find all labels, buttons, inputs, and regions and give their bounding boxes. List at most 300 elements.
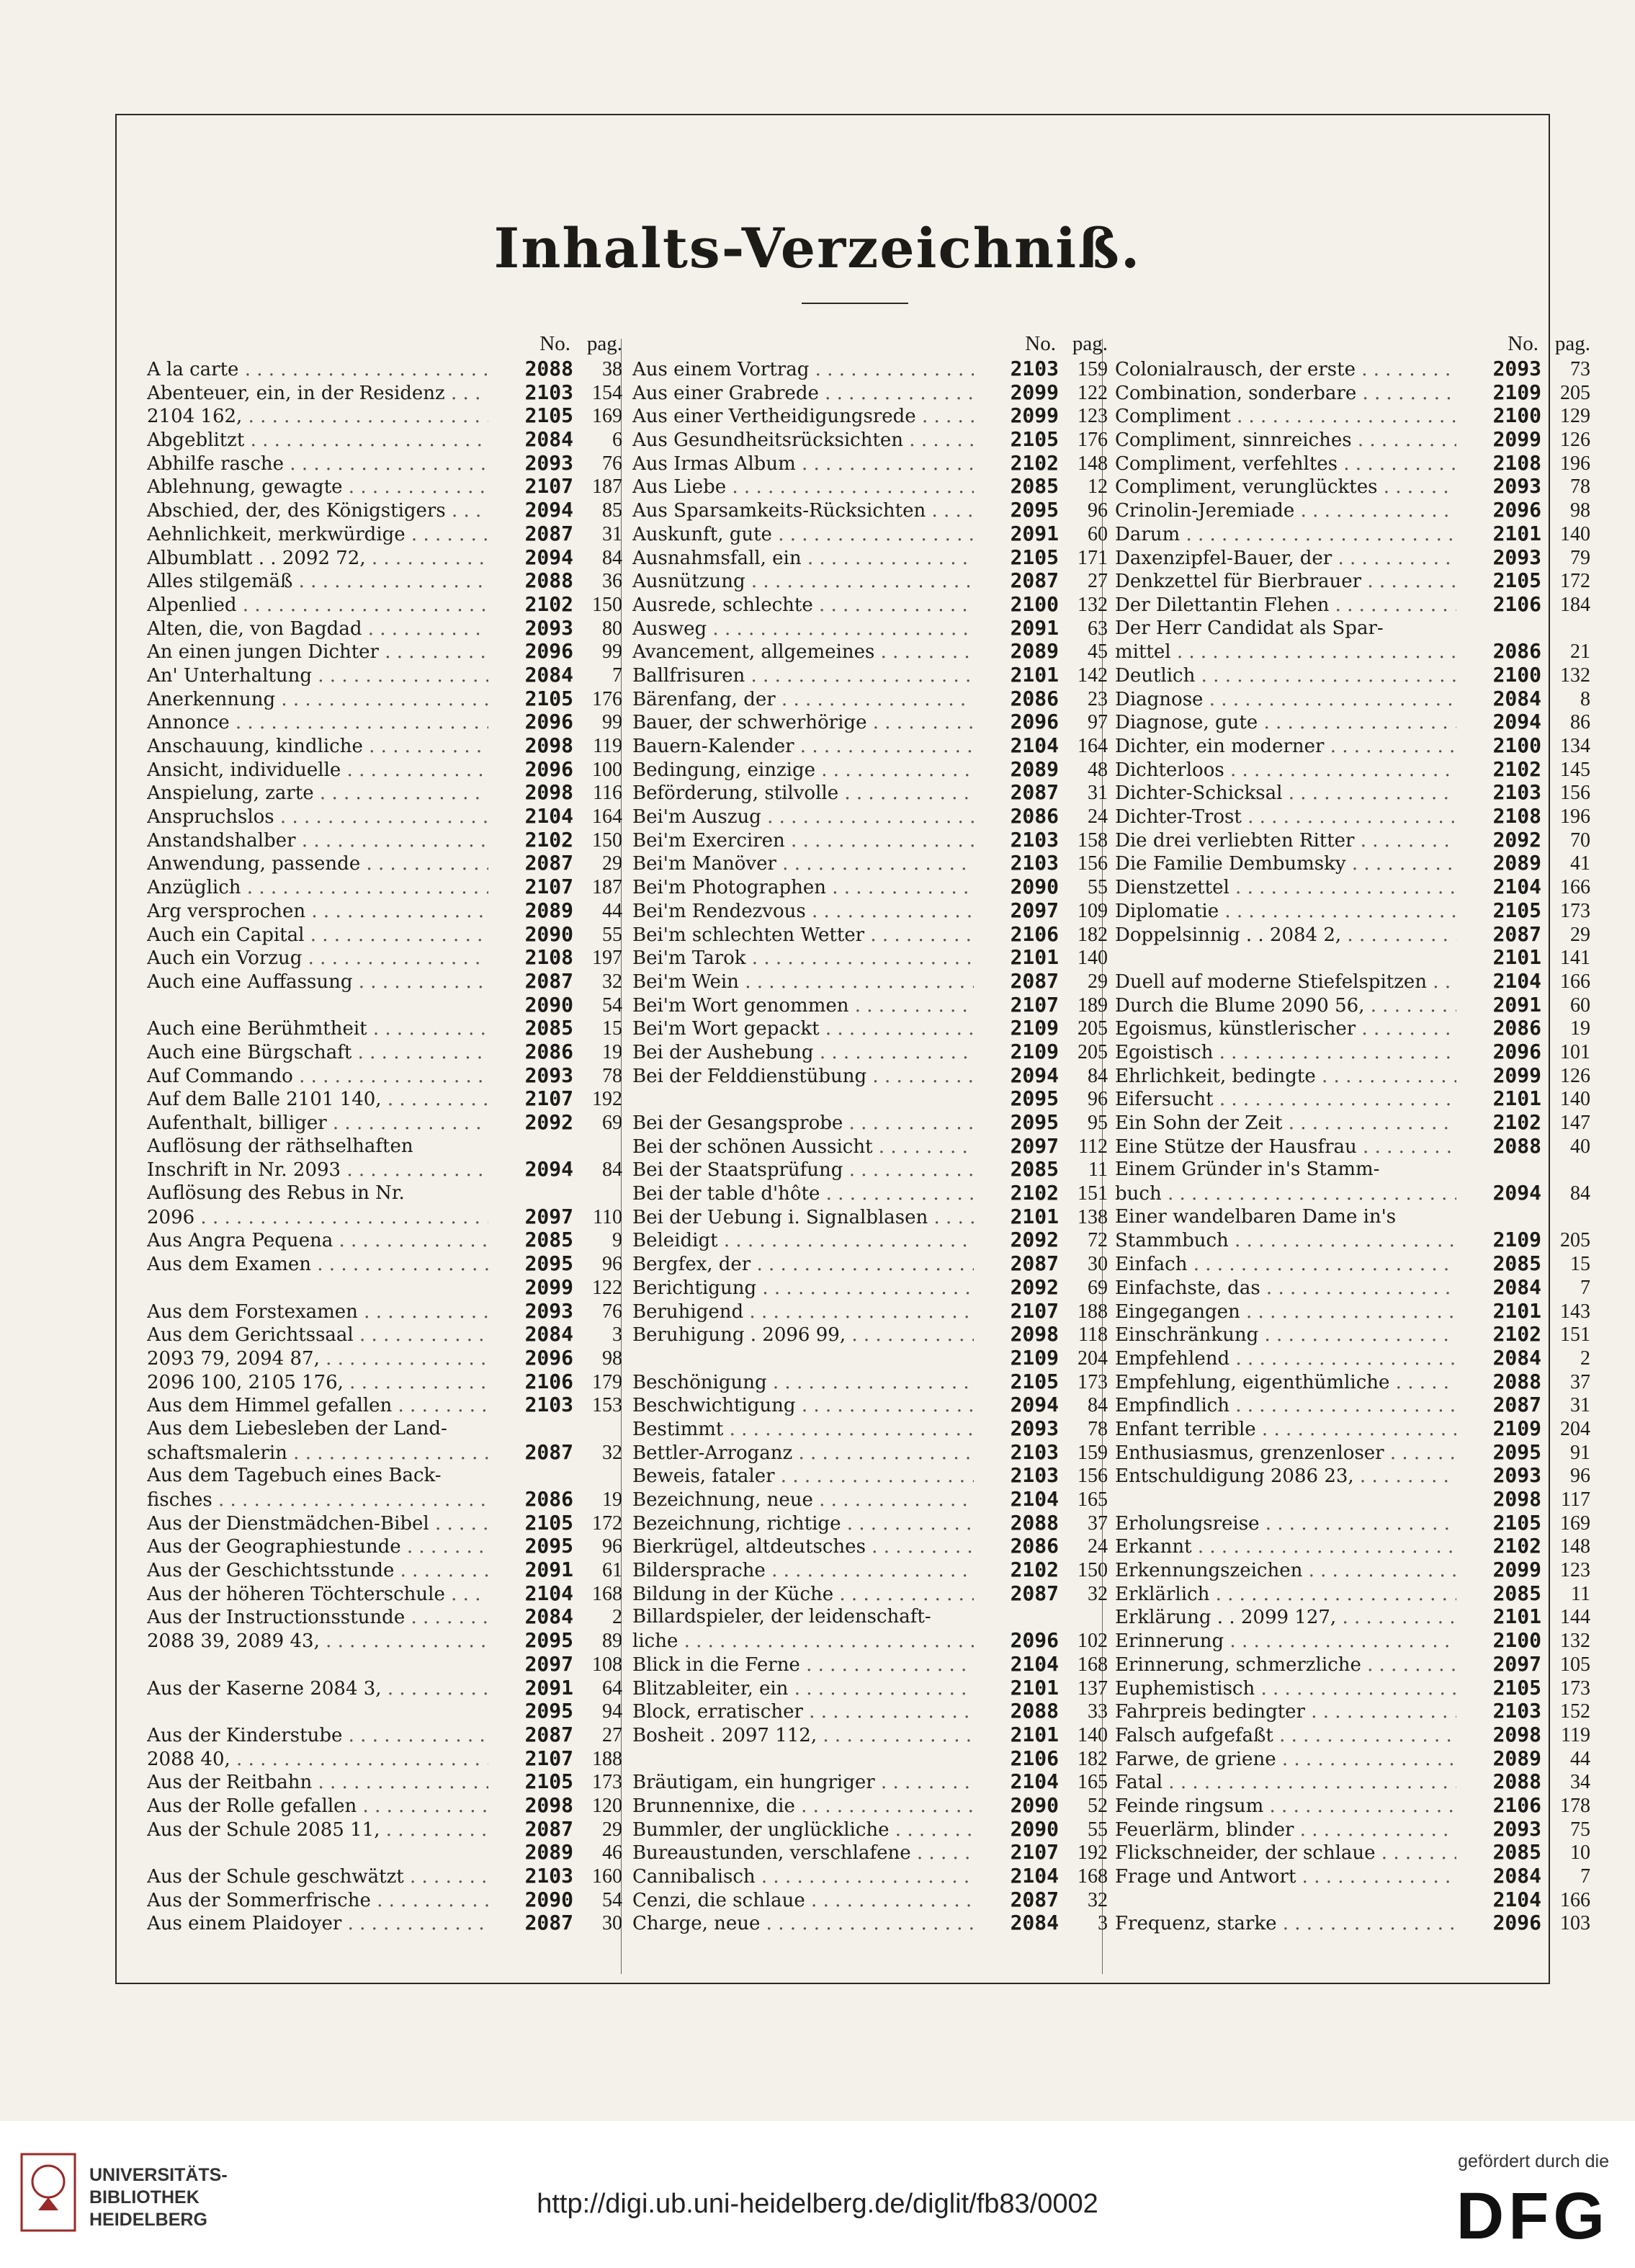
dfg-logo: DFG: [1456, 2179, 1609, 2253]
entry-page-number: 120: [592, 1794, 622, 1817]
index-entry: [632, 1488, 1108, 1512]
entry-issue-number: 2095: [1010, 498, 1059, 522]
index-entry: [1115, 1794, 1590, 1818]
entry-page-number: 64: [602, 1677, 622, 1700]
entry-issue-number: 2095: [524, 1251, 573, 1276]
title-divider: [802, 303, 908, 304]
entry-page-number: 27: [1088, 570, 1108, 593]
index-rows: [1115, 357, 1590, 1935]
entry-issue-number: 2097: [1010, 1133, 1059, 1158]
entry-title: 2088 39, 2089 43, . . .: [147, 1630, 488, 1653]
index-entry: [632, 452, 1108, 476]
index-entry: [1115, 994, 1590, 1017]
entry-title: Beförderung, stilvolle . . .: [632, 782, 974, 805]
entry-issue-number: 2091: [524, 1558, 573, 1582]
entry-issue-number: 2096: [524, 710, 573, 734]
entry-page-number: 164: [1078, 735, 1108, 757]
entry-page-number: 84: [1570, 1182, 1590, 1205]
entry-page-number: 140: [1078, 1723, 1108, 1746]
entry-page-number: 204: [1560, 1417, 1590, 1440]
index-entry: [147, 1017, 622, 1040]
entry-issue-number: 2104: [1492, 968, 1541, 993]
entry-issue-number: 2084: [1010, 1911, 1059, 1935]
index-entry: [147, 1300, 622, 1323]
entry-title: Alten, die, von Bagdad . . .: [147, 617, 488, 641]
entry-issue-number: 2088: [1492, 1769, 1541, 1794]
index-entry: [1115, 1841, 1590, 1865]
index-entry: [632, 1865, 1108, 1888]
entry-title: Aus einer Grabrede . . .: [632, 382, 974, 406]
entry-issue-number: 2095: [1010, 1110, 1059, 1134]
index-entry: [147, 1841, 622, 1865]
entry-issue-number: 2099: [1492, 1558, 1541, 1582]
index-entry: [1115, 1605, 1590, 1629]
index-entry: [632, 1040, 1108, 1064]
entry-issue-number: 2088: [1010, 1699, 1059, 1723]
index-entry: [147, 1205, 622, 1229]
entry-title: An' Unterhaltung . . .: [147, 664, 488, 688]
funding-caption: gefördert durch die: [1458, 2151, 1609, 2171]
entry-page-number: 78: [602, 1064, 622, 1087]
entry-title: Compliment, verfehltes . . .: [1115, 452, 1456, 476]
entry-issue-number: 2099: [1010, 380, 1059, 404]
entry-title: schaftsmalerin . . .: [147, 1442, 488, 1465]
entry-issue-number: 2103: [1010, 851, 1059, 875]
entry-page-number: 32: [1088, 1582, 1108, 1605]
entry-title: Bei'm Rendezvous . . .: [632, 900, 974, 924]
entry-page-number: 84: [602, 1158, 622, 1182]
entry-title: Aus Sparsamkeits-Rücksichten . . .: [632, 499, 974, 523]
entry-title: Aus der Geschichtsstunde . . .: [147, 1559, 488, 1583]
index-entry: [632, 1700, 1108, 1723]
index-entry: [632, 829, 1108, 852]
entry-issue-number: 2101: [1492, 521, 1541, 545]
entry-issue-number: 2093: [1492, 1816, 1541, 1841]
index-entry: [1115, 1276, 1590, 1300]
entry-page-number: 205: [1078, 1017, 1108, 1040]
entry-page-number: 126: [1560, 1064, 1590, 1087]
entry-title: Aus dem Himmel gefallen . . .: [147, 1394, 488, 1418]
entry-issue-number: 2087: [1010, 1581, 1059, 1605]
index-entry: [632, 781, 1108, 805]
index-entry: [632, 1841, 1108, 1865]
index-entry: [632, 1818, 1108, 1841]
entry-title: Aus Irmas Album . . .: [632, 452, 974, 476]
entry-issue-number: 2103: [1010, 1463, 1059, 1488]
index-entry: [147, 1747, 622, 1771]
entry-title: Compliment, sinnreiches . . .: [1115, 429, 1456, 452]
entry-page-number: 150: [1078, 1559, 1108, 1582]
index-entry: [147, 475, 622, 499]
index-entry: [1115, 1488, 1590, 1512]
entry-title: Aus dem Gerichtssaal . . .: [147, 1323, 488, 1347]
entry-page-number: 15: [1570, 1253, 1590, 1276]
index-entry: [632, 1158, 1108, 1182]
index-entry: [147, 1182, 622, 1205]
index-entry: [632, 381, 1108, 405]
entry-issue-number: 2107: [524, 474, 573, 499]
entry-title: Compliment, verunglücktes . . .: [1115, 476, 1456, 499]
entry-title: Deutlich . . .: [1115, 664, 1456, 688]
entry-page-number: 85: [602, 499, 622, 522]
entry-issue-number: 2103: [1010, 827, 1059, 852]
entry-issue-number: 2101: [1010, 1204, 1059, 1228]
entry-page-number: 96: [1088, 1088, 1108, 1111]
index-entry: [1115, 1582, 1590, 1606]
index-entry: [1115, 875, 1590, 899]
entry-issue-number: 2086: [1492, 1016, 1541, 1040]
entry-title: Ausnützung . . .: [632, 570, 974, 594]
entry-issue-number: 2104: [524, 804, 573, 829]
entry-page-number: 151: [1560, 1323, 1590, 1347]
entry-issue-number: 2094: [524, 1157, 573, 1182]
index-entry: [632, 1276, 1108, 1300]
entry-page-number: 122: [1078, 381, 1108, 404]
index-entry: [632, 475, 1108, 499]
entry-page-number: 94: [602, 1700, 622, 1723]
entry-issue-number: 2087: [1010, 968, 1059, 993]
index-entry: [1115, 805, 1590, 829]
entry-title: Anzüglich . . .: [147, 876, 488, 900]
entry-title: Bei der Gesangsprobe . . .: [632, 1112, 974, 1135]
entry-issue-number: 2098: [524, 733, 573, 757]
entry-title: Frequenz, starke . . .: [1115, 1912, 1456, 1936]
index-entry: [1115, 617, 1590, 640]
entry-issue-number: 2089: [524, 1840, 573, 1865]
entry-issue-number: 2086: [1010, 804, 1059, 829]
index-entry: [1115, 1677, 1590, 1700]
entry-issue-number: 2094: [1492, 710, 1541, 734]
index-entry: [147, 357, 622, 381]
index-entry: [1115, 1417, 1590, 1441]
entry-page-number: 31: [1088, 782, 1108, 805]
entry-title: Aus der Rolle gefallen . . .: [147, 1795, 488, 1818]
entry-page-number: 154: [592, 381, 622, 404]
index-entry: [1115, 1441, 1590, 1465]
index-entry: [632, 1794, 1108, 1818]
entry-page-number: 132: [1560, 1630, 1590, 1653]
entry-issue-number: 2095: [524, 1628, 573, 1653]
entry-issue-number: 2109: [1010, 1345, 1059, 1370]
entry-page-number: 44: [1570, 1747, 1590, 1770]
entry-title: Einfach . . .: [1115, 1253, 1456, 1277]
entry-title: Anspruchslos . . .: [147, 805, 488, 829]
entry-issue-number: 2098: [524, 1792, 573, 1817]
entry-title: Ein Sohn der Zeit . . .: [1115, 1112, 1456, 1135]
index-entry: [632, 1323, 1108, 1347]
entry-page-number: 99: [602, 711, 622, 734]
entry-title: Frage und Antwort . . .: [1115, 1865, 1456, 1889]
entry-title: Eingegangen . . .: [1115, 1300, 1456, 1324]
entry-title: Auch ein Vorzug . . .: [147, 947, 488, 970]
entry-title: Stammbuch . . .: [1115, 1229, 1456, 1253]
entry-page-number: 141: [1560, 947, 1590, 970]
entry-issue-number: 2091: [1010, 521, 1059, 545]
entry-title: Avancement, allgemeines . . .: [632, 640, 974, 664]
index-entry: [147, 1558, 622, 1582]
index-entry: [632, 1300, 1108, 1323]
entry-title: Billardspieler, der leidenschaft-: [632, 1606, 931, 1628]
entry-title: Einer wandelbaren Dame in's: [1115, 1205, 1397, 1228]
entry-page-number: 171: [1078, 546, 1108, 569]
entry-title: Crinolin-Jeremiade . . .: [1115, 499, 1456, 523]
entry-issue-number: 2093: [1010, 1416, 1059, 1440]
entry-issue-number: 2094: [524, 545, 573, 569]
entry-page-number: 89: [602, 1630, 622, 1653]
entry-page-number: 188: [1078, 1300, 1108, 1323]
entry-title: Combination, sonderbare . . .: [1115, 382, 1456, 406]
entry-page-number: 29: [602, 852, 622, 875]
index-entry: [632, 1653, 1108, 1677]
entry-page-number: 48: [1088, 758, 1108, 781]
entry-page-number: 140: [1078, 947, 1108, 970]
entry-title: An einen jungen Dichter . . .: [147, 640, 488, 664]
entry-issue-number: 2087: [1492, 1393, 1541, 1417]
entry-page-number: 137: [1078, 1677, 1108, 1700]
index-entry: [1115, 452, 1590, 476]
entry-page-number: 45: [1088, 640, 1108, 664]
entry-title: Beschwichtigung . . .: [632, 1394, 974, 1418]
index-entry: [147, 1653, 622, 1677]
entry-title: liche . . .: [632, 1630, 974, 1653]
entry-issue-number: 2094: [524, 498, 573, 522]
entry-page-number: 152: [1560, 1700, 1590, 1723]
entry-page-number: 23: [1088, 687, 1108, 710]
entry-title: Beruhigend . . .: [632, 1300, 974, 1324]
footer-bar: [0, 2121, 1635, 2268]
entry-title: Aus der Dienstmädchen-Bibel . . .: [147, 1512, 488, 1536]
index-entry: [632, 946, 1108, 970]
index-entry: [1115, 664, 1590, 687]
entry-issue-number: 2094: [1492, 1181, 1541, 1205]
entry-page-number: 105: [1560, 1653, 1590, 1676]
index-entry: [1115, 428, 1590, 452]
entry-page-number: 6: [612, 429, 622, 452]
entry-title: Anerkennung . . .: [147, 688, 488, 712]
entry-issue-number: 2086: [1492, 639, 1541, 664]
entry-title: Bestimmt . . .: [632, 1418, 974, 1442]
entry-page-number: 169: [592, 405, 622, 428]
entry-issue-number: 2105: [1492, 1510, 1541, 1535]
entry-issue-number: 2098: [1492, 1722, 1541, 1746]
index-entry: [1115, 499, 1590, 522]
index-entry: [1115, 1911, 1590, 1935]
entry-page-number: 108: [592, 1653, 622, 1676]
entry-title: Aus der Kinderstube . . .: [147, 1724, 488, 1748]
entry-page-number: 30: [1088, 1253, 1108, 1276]
index-entry: [632, 1393, 1108, 1417]
entry-page-number: 98: [1570, 499, 1590, 522]
entry-title: Ehrlichkeit, bedingte . . .: [1115, 1065, 1456, 1089]
entry-page-number: 173: [1560, 899, 1590, 922]
entry-issue-number: 2104: [1010, 1487, 1059, 1511]
entry-page-number: 15: [602, 1017, 622, 1040]
entry-page-number: 165: [1078, 1488, 1108, 1511]
entry-title: Ausnahmsfall, ein . . .: [632, 547, 974, 571]
entry-page-number: 119: [593, 735, 622, 757]
index-entry: [1115, 1888, 1590, 1912]
entry-title: Auch eine Bürgschaft . . .: [147, 1041, 488, 1065]
entry-title: Beruhigung . 2096 99, . . .: [632, 1323, 974, 1347]
index-entry: [147, 805, 622, 829]
entry-title: Bedingung, einzige . . .: [632, 759, 974, 782]
index-entry: [1115, 1535, 1590, 1558]
index-entry: [147, 546, 622, 570]
entry-title: Colonialrausch, der erste . . .: [1115, 358, 1456, 382]
entry-issue-number: 2097: [1492, 1651, 1541, 1676]
entry-page-number: 31: [602, 522, 622, 545]
entry-issue-number: 2100: [1492, 403, 1541, 428]
entry-title: Aus der Instructionsstunde . . .: [147, 1606, 488, 1630]
entry-page-number: 95: [1088, 1112, 1108, 1134]
entry-page-number: 166: [1560, 970, 1590, 993]
entry-issue-number: 2085: [1010, 474, 1059, 499]
index-entry: [1115, 1629, 1590, 1653]
entry-title: Der Dilettantin Flehen . . .: [1115, 594, 1456, 617]
entry-title: Berichtigung . . .: [632, 1277, 974, 1300]
index-rows: [632, 357, 1108, 1935]
entry-issue-number: 2096: [524, 756, 573, 781]
index-column-2: [632, 330, 1108, 1980]
entry-title: Darum . . .: [1115, 523, 1456, 547]
entry-issue-number: 2096: [524, 639, 573, 664]
entry-page-number: 140: [1560, 522, 1590, 545]
entry-page-number: 182: [1078, 1747, 1108, 1770]
entry-title: Einschränkung . . .: [1115, 1323, 1456, 1347]
entry-title: Beweis, fataler . . .: [632, 1465, 974, 1488]
index-entry: [147, 710, 622, 734]
entry-page-number: 29: [1570, 923, 1590, 946]
index-entry: [147, 734, 622, 758]
entry-page-number: 75: [1570, 1818, 1590, 1841]
index-entry: [1115, 923, 1590, 947]
entry-title: Aus einem Plaidoyer . . .: [147, 1912, 488, 1936]
entry-issue-number: 2103: [1010, 1439, 1059, 1464]
index-entry: [1115, 546, 1590, 570]
entry-page-number: 173: [592, 1771, 622, 1794]
entry-page-number: 179: [592, 1370, 622, 1393]
entry-title: Aus einer Vertheidigungsrede . . .: [632, 405, 974, 429]
entry-title: Bei'm Photographen . . .: [632, 876, 974, 900]
entry-page-number: 189: [1078, 994, 1108, 1017]
entry-page-number: 80: [602, 617, 622, 640]
index-entry: [147, 1370, 622, 1394]
entry-page-number: 176: [1078, 429, 1108, 452]
index-entry: [1115, 1064, 1590, 1088]
entry-page-number: 205: [1560, 1229, 1590, 1252]
entry-issue-number: 2102: [1010, 1181, 1059, 1205]
entry-title: Bummler, der unglückliche . . .: [632, 1818, 974, 1842]
entry-page-number: 76: [602, 452, 622, 475]
entry-title: Bildersprache . . .: [632, 1559, 974, 1583]
entry-title: Feuerlärm, blinder . . .: [1115, 1818, 1456, 1842]
index-entry: [632, 1723, 1108, 1747]
entry-title: 2104 162, . . .: [147, 405, 488, 429]
entry-issue-number: 2096: [1492, 1911, 1541, 1935]
index-entry: [632, 1605, 1108, 1629]
entry-issue-number: 2103: [524, 1393, 573, 1417]
entry-issue-number: 2091: [1492, 992, 1541, 1017]
entry-issue-number: 2092: [524, 1110, 573, 1134]
entry-title: Dichter-Trost . . .: [1115, 805, 1456, 829]
entry-title: Charge, neue . . .: [632, 1912, 974, 1936]
entry-issue-number: 2103: [1010, 357, 1059, 380]
index-entry: [147, 1700, 622, 1723]
entry-page-number: 55: [1088, 876, 1108, 899]
entry-page-number: 116: [593, 782, 622, 805]
index-entry: [147, 1064, 622, 1088]
index-entry: [147, 428, 622, 452]
header-pag: pag.: [586, 332, 622, 355]
entry-issue-number: 2098: [1010, 1322, 1059, 1347]
entry-issue-number: 2105: [524, 403, 573, 428]
entry-page-number: 30: [602, 1912, 622, 1935]
entry-title: Die Familie Dembumsky . . .: [1115, 852, 1456, 876]
entry-page-number: 132: [1560, 664, 1590, 687]
entry-page-number: 96: [602, 1535, 622, 1558]
entry-page-number: 168: [592, 1582, 622, 1605]
entry-page-number: 91: [1570, 1441, 1590, 1464]
entry-page-number: 156: [1560, 782, 1590, 805]
index-entry: [1115, 1370, 1590, 1394]
entry-issue-number: 2101: [1492, 1298, 1541, 1323]
index-entry: [147, 1794, 622, 1818]
entry-issue-number: 2084: [1492, 1274, 1541, 1299]
entry-page-number: 24: [1088, 805, 1108, 829]
entry-title: Falsch aufgefaßt . . .: [1115, 1724, 1456, 1748]
entry-page-number: 7: [1580, 1865, 1590, 1888]
entry-issue-number: 2085: [1492, 1840, 1541, 1865]
entry-title: Aus der Geographiestunde . . .: [147, 1535, 488, 1559]
entry-issue-number: 2106: [1492, 591, 1541, 616]
entry-issue-number: 2107: [524, 875, 573, 899]
entry-page-number: 2: [612, 1606, 622, 1629]
entry-title: Egoismus, künstlerischer . . .: [1115, 1017, 1456, 1041]
source-url[interactable]: http://digi.ub.uni-heidelberg.de/diglit/fb83/0002: [537, 2189, 1098, 2219]
index-entry: [632, 994, 1108, 1017]
index-entry: [147, 758, 622, 782]
entry-issue-number: 2105: [1492, 568, 1541, 593]
index-entry: [147, 1323, 622, 1347]
entry-page-number: 134: [1560, 735, 1590, 757]
entry-issue-number: 2105: [1010, 427, 1059, 452]
index-entry: [632, 1205, 1108, 1229]
entry-issue-number: 2109: [1010, 1016, 1059, 1040]
index-entry: [632, 1252, 1108, 1276]
entry-title: Auch eine Auffassung . . .: [147, 970, 488, 994]
entry-title: Aus der Sommerfrische . . .: [147, 1889, 488, 1913]
entry-issue-number: 2100: [1010, 591, 1059, 616]
entry-title: Auf dem Balle 2101 140, . . .: [147, 1088, 488, 1112]
index-entry: [147, 1158, 622, 1182]
entry-page-number: 172: [1560, 570, 1590, 593]
entry-page-number: 32: [602, 1441, 622, 1464]
entry-title: Aus dem Examen . . .: [147, 1253, 488, 1277]
entry-page-number: 37: [1088, 1512, 1108, 1535]
entry-title: Erinnerung, schmerzliche . . .: [1115, 1653, 1456, 1677]
entry-title: Fahrpreis bedingter . . .: [1115, 1700, 1456, 1724]
index-entry: [147, 1441, 622, 1465]
index-entry: [632, 1911, 1108, 1935]
index-entry: [147, 1252, 622, 1276]
index-entry: [1115, 1347, 1590, 1370]
index-entry: [147, 1582, 622, 1606]
entry-page-number: 126: [1560, 429, 1590, 452]
entry-title: Farwe, de griene . . .: [1115, 1748, 1456, 1772]
page-title: Inhalts-Verzeichniß.: [493, 216, 1142, 280]
entry-title: Bettler-Arroganz . . .: [632, 1442, 974, 1465]
index-entry: [632, 1417, 1108, 1441]
